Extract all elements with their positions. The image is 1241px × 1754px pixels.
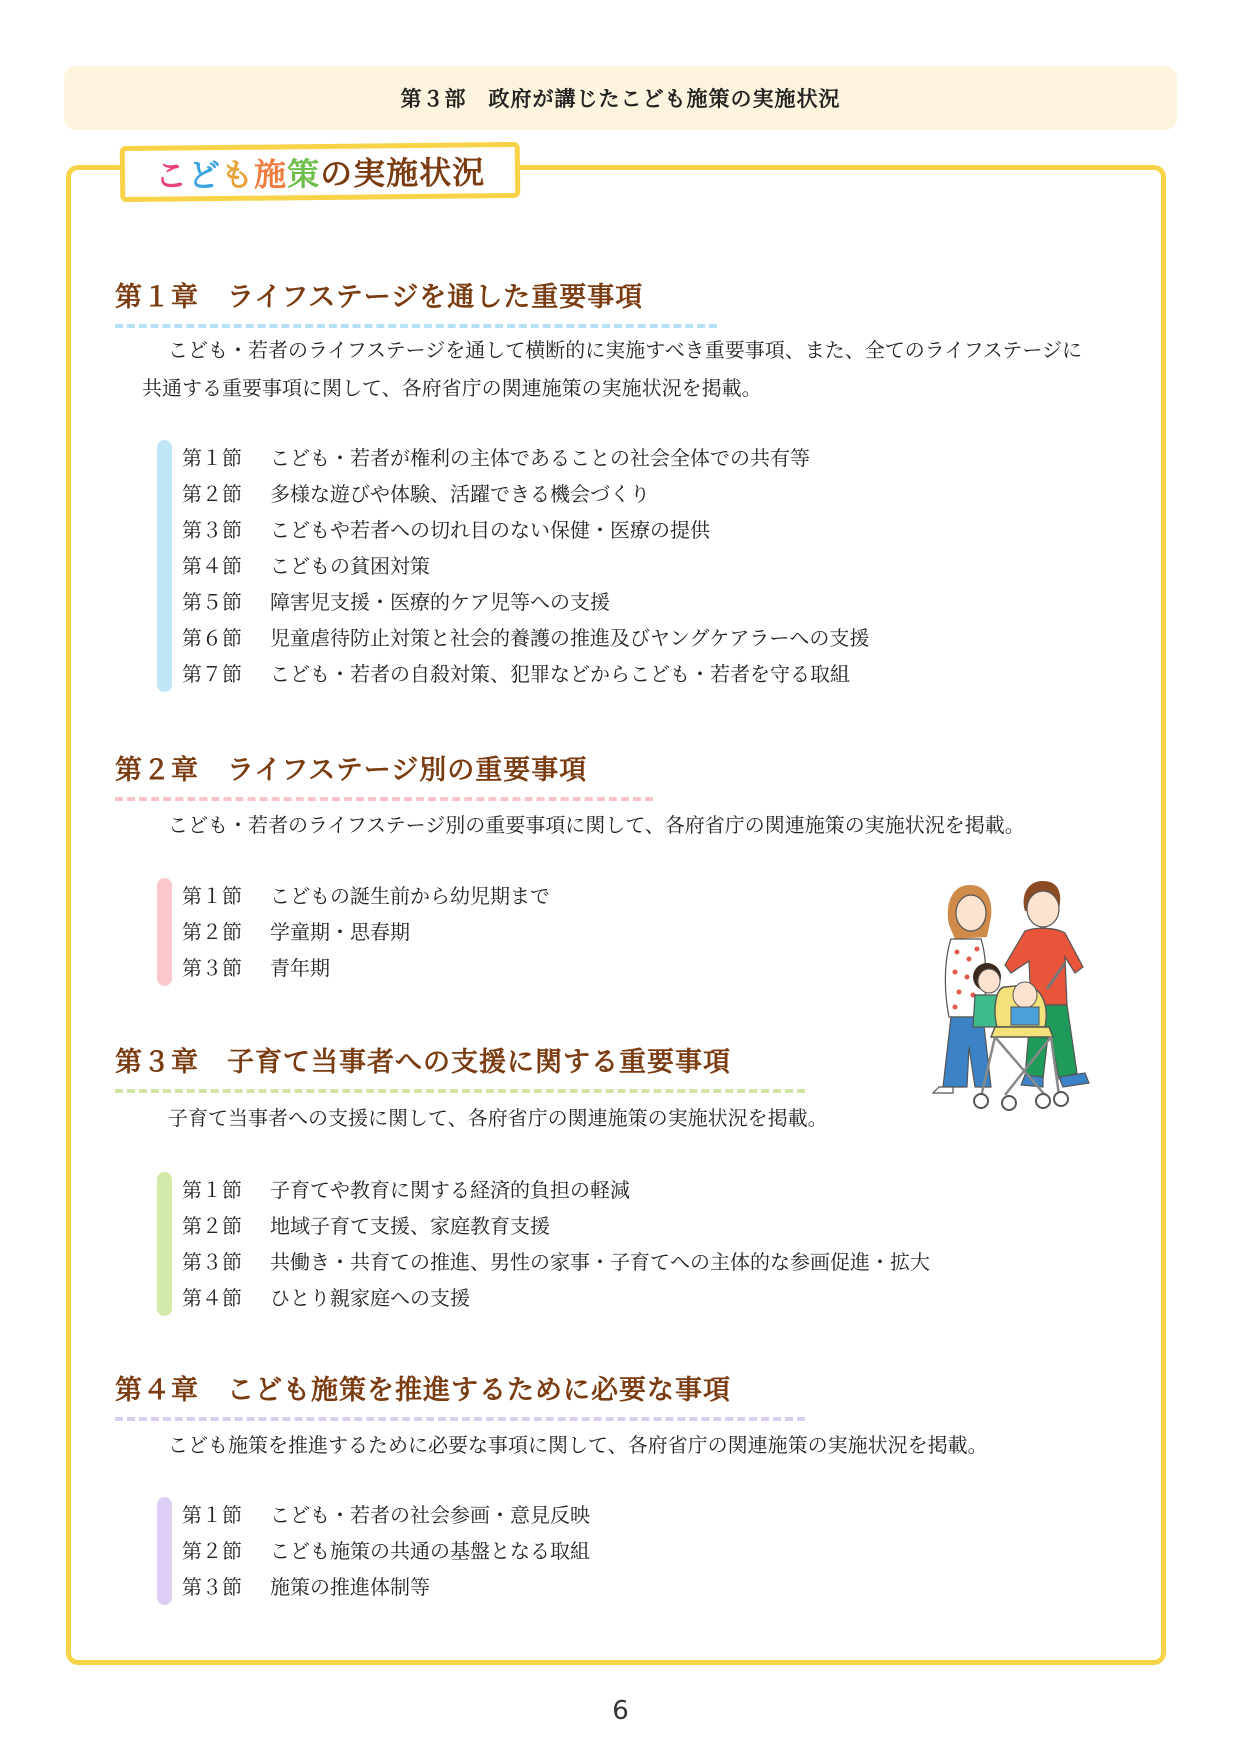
section-number: 第２節 — [182, 1539, 242, 1563]
section-number: 第３節 — [182, 1575, 242, 1599]
section-list — [157, 1497, 590, 1605]
section-title: こどもの誕生前から幼児期まで — [270, 884, 550, 908]
section-number: 第３節 — [182, 1250, 242, 1274]
part-header-title: 第３部 政府が講じたこども施策の実施状況 — [400, 87, 841, 111]
chapter-description-text: こども・若者のライフステージ別の重要事項に関して、各府省庁の関連施策の実施状況を掲載。 — [168, 813, 1025, 837]
section-number: 第１節 — [182, 446, 242, 470]
section-number: 第３節 — [182, 518, 242, 542]
family-with-stroller-illustration — [925, 877, 1130, 1117]
section-item — [182, 1497, 590, 1533]
section-item — [182, 440, 869, 476]
section-list-bar — [157, 440, 172, 692]
chapter-underline — [115, 1089, 805, 1093]
man-figure — [1005, 881, 1089, 1087]
chapter-description-text: こども施策を推進するために必要な事項に関して、各府省庁の関連施策の実施状況を掲載。 — [168, 1433, 988, 1457]
section-item — [182, 1244, 930, 1280]
section-title: 障害児支援・医療的ケア児等への支援 — [270, 590, 610, 614]
section-title: 児童虐待防止対策と社会的養護の推進及びヤングケアラーへの支援 — [270, 626, 870, 650]
chapter-description — [168, 1099, 828, 1137]
section-title: 青年期 — [270, 956, 330, 980]
title-char: 施 — [253, 155, 288, 194]
section-list — [157, 1172, 930, 1316]
section-title-box — [120, 142, 521, 202]
section-number: 第５節 — [182, 590, 242, 614]
section-list — [157, 878, 550, 986]
section-item — [182, 1280, 930, 1316]
section-list-bar — [157, 1172, 172, 1316]
section-item — [182, 914, 550, 950]
section-item — [182, 512, 869, 548]
section-number: 第２節 — [182, 920, 242, 944]
section-number: 第２節 — [182, 1214, 242, 1238]
chapter-description-text: 子育て当事者への支援に関して、各府省庁の関連施策の実施状況を掲載。 — [168, 1106, 828, 1130]
section-number: 第１節 — [182, 884, 242, 908]
section-title: 地域子育て支援、家庭教育支援 — [270, 1214, 550, 1238]
section-title: こどもの貧困対策 — [270, 554, 430, 578]
section-number: 第１節 — [182, 1503, 242, 1527]
chapter-underline — [115, 324, 717, 328]
section-item — [182, 950, 550, 986]
title-char: こ — [154, 156, 189, 195]
title-char: の実施状況 — [319, 153, 486, 193]
section-number: 第７節 — [182, 662, 242, 686]
section-item — [182, 1172, 930, 1208]
section-item — [182, 584, 869, 620]
part-header-bar — [64, 66, 1177, 130]
section-title: こども施策の共通の基盤となる取組 — [270, 1539, 590, 1563]
chapter-1 — [115, 275, 717, 328]
section-title: こども・若者の自殺対策、犯罪などからこども・若者を守る取組 — [270, 662, 850, 686]
chapter-description — [142, 331, 1092, 407]
section-item — [182, 878, 550, 914]
section-item — [182, 1533, 590, 1569]
section-title: 学童期・思春期 — [270, 920, 410, 944]
section-item — [182, 476, 869, 512]
section-number: 第２節 — [182, 482, 242, 506]
section-title: こども・若者の社会参画・意見反映 — [270, 1503, 590, 1527]
chapter-description — [168, 1426, 988, 1464]
chapter-heading: 第３章 子育て当事者への支援に関する重要事項 — [115, 1047, 731, 1078]
title-char: ど — [187, 156, 222, 195]
chapter-4 — [115, 1368, 805, 1421]
section-item — [182, 548, 869, 584]
chapter-underline — [115, 797, 653, 801]
section-number: 第４節 — [182, 1286, 242, 1310]
section-number: 第１節 — [182, 1178, 242, 1202]
title-char: 策 — [286, 155, 321, 194]
chapter-heading: 第４章 こども施策を推進するために必要な事項 — [115, 1375, 731, 1406]
section-item — [182, 1208, 930, 1244]
chapter-description-text: こども・若者のライフステージを通して横断的に実施すべき重要事項、また、全てのライフステージに共通する重要事項に関して、各府省庁の関連施策の実施状況を掲載。 — [142, 338, 1082, 400]
section-list-bar — [157, 1497, 172, 1605]
section-title: 多様な遊びや体験、活躍できる機会づくり — [270, 482, 650, 506]
chapter-heading: 第２章 ライフステージ別の重要事項 — [115, 755, 588, 786]
section-title: こどもや若者への切れ目のない保健・医療の提供 — [270, 518, 710, 542]
section-title: 子育てや教育に関する経済的負担の軽減 — [270, 1178, 630, 1202]
section-item — [182, 1569, 590, 1605]
section-number: 第４節 — [182, 554, 242, 578]
section-item — [182, 656, 869, 692]
chapter-2 — [115, 748, 653, 801]
section-item — [182, 620, 869, 656]
section-number: 第６節 — [182, 626, 242, 650]
section-title — [155, 147, 486, 196]
chapter-3 — [115, 1040, 805, 1093]
chapter-description — [168, 806, 1025, 844]
chapter-underline — [115, 1417, 805, 1421]
section-number: 第３節 — [182, 956, 242, 980]
title-char: も — [220, 155, 255, 195]
section-list-bar — [157, 878, 172, 986]
section-title: 施策の推進体制等 — [270, 1575, 430, 1599]
section-list — [157, 440, 869, 692]
section-title: ひとり親家庭への支援 — [270, 1286, 470, 1310]
chapter-heading: 第１章 ライフステージを通した重要事項 — [115, 282, 644, 313]
section-title: こども・若者が権利の主体であることの社会全体での共有等 — [270, 446, 810, 470]
page-number: 6 — [612, 1696, 629, 1726]
section-title: 共働き・共育ての推進、男性の家事・子育てへの主体的な参画促進・拡大 — [270, 1250, 930, 1274]
